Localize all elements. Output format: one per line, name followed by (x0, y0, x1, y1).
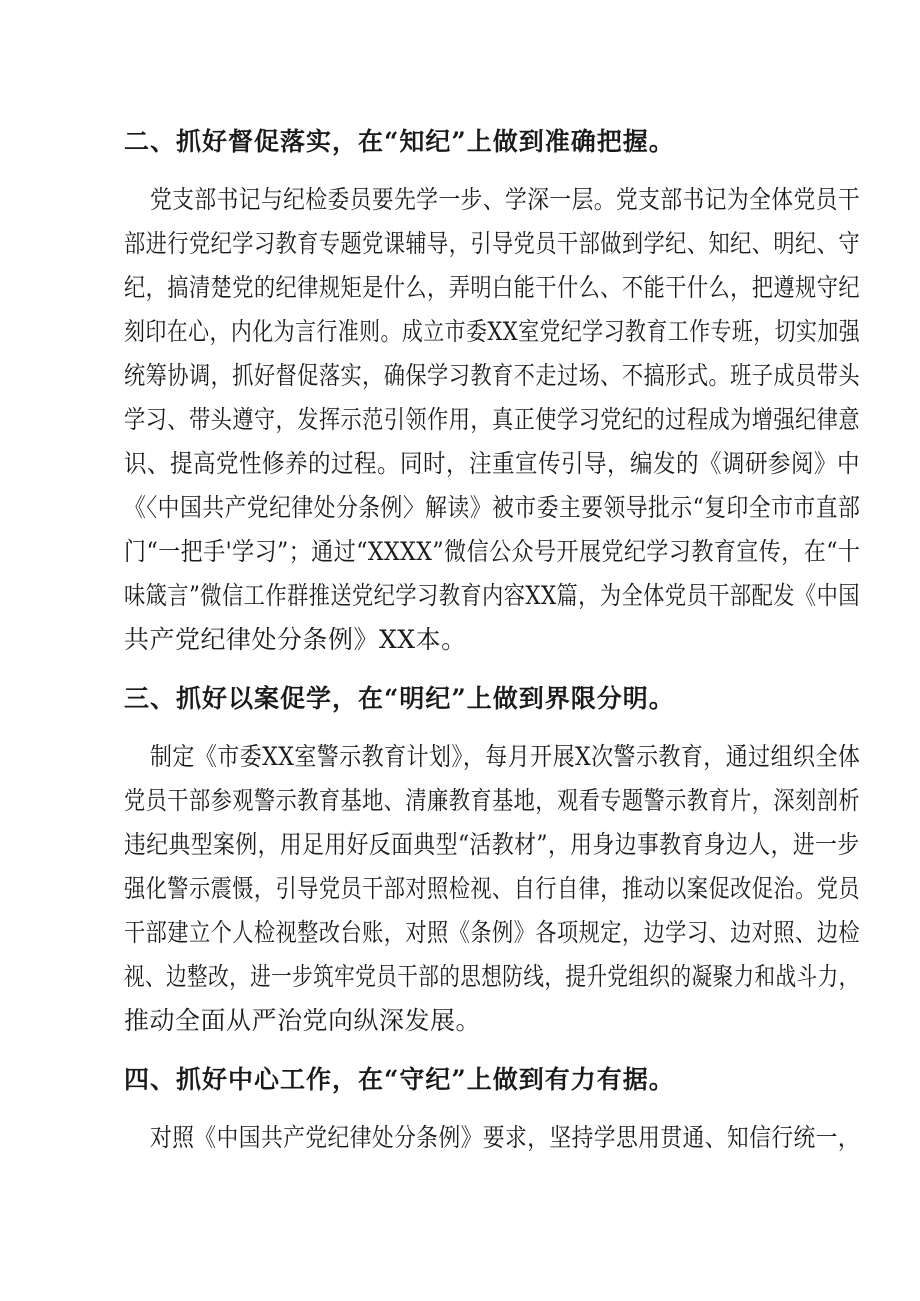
paragraph-line: 纪，搞清楚党的纪律规矩是什么，弄明白能干什么、不能干什么，把遵规守纪 (124, 273, 861, 302)
paragraph-line: 违纪典型案例，用足用好反面典型“活教材”，用身边事教育身边人，进一步 (124, 830, 860, 859)
paragraph-line: 对照《中国共产党纪律处分条例》要求，坚持学思用贯通、知信行统一， (150, 1123, 861, 1152)
paragraph-line: 干部建立个人检视整改台账，对照《条例》各项规定，边学习、边对照、边检 (124, 918, 861, 947)
paragraph-line: 共产党纪律处分条例》XX本。 (124, 625, 467, 654)
paragraph-line: 味箴言”微信工作群推送党纪学习教育内容XX篇，为全体党员干部配发《中国 (124, 581, 860, 610)
paragraph-line: 党员干部参观警示教育基地、清廉教育基地，观看专题警示教育片，深刻剖析 (124, 786, 861, 815)
paragraph-line: 学习、带头遵守，发挥示范引领作用，真正使学习党纪的过程成为增强纪律意 (124, 405, 861, 434)
section-heading-4: 四、抓好中心工作，在“守纪”上做到有力有据。 (124, 1065, 675, 1094)
section-heading-2: 二、抓好督促落实，在“知纪”上做到准确把握。 (124, 127, 675, 156)
paragraph-line: 推动全面从严治党向纵深发展。 (124, 1006, 482, 1035)
paragraph-line: 刻印在心，内化为言行准则。成立市委XX室党纪学习教育工作专班，切实加强 (124, 317, 861, 346)
paragraph-line: 强化警示震慑，引导党员干部对照检视、自行自律，推动以案促改促治。党员 (124, 874, 861, 903)
paragraph-line: 视、边整改，进一步筑牢党员干部的思想防线，提升党组织的凝聚力和战斗力， (124, 962, 860, 991)
paragraph-line: 部进行党纪学习教育专题党课辅导，引导党员干部做到学纪、知纪、明纪、守 (124, 229, 861, 258)
paragraph-line: 识、提高党性修养的过程。同时，注重宣传引导，编发的《调研参阅》中 (124, 449, 861, 478)
paragraph-line: 统筹协调，抓好督促落实，确保学习教育不走过场、不搞形式。班子成员带头 (124, 361, 861, 390)
paragraph-line: 党支部书记与纪检委员要先学一步、学深一层。党支部书记为全体党员干 (150, 185, 861, 214)
paragraph-line: 制定《市委XX室警示教育计划》，每月开展X次警示教育，通过组织全体 (150, 742, 861, 771)
paragraph-line: 门“一把手'学习”；通过“XXXX”微信公众号开展党纪学习教育宣传，在“十 (124, 537, 861, 566)
paragraph-line: 《〈中国共产党纪律处分条例〉解读》被市委主要领导批示“复印全市市直部 (124, 493, 861, 522)
section-heading-3: 三、抓好以案促学，在“明纪”上做到界限分明。 (124, 684, 675, 713)
